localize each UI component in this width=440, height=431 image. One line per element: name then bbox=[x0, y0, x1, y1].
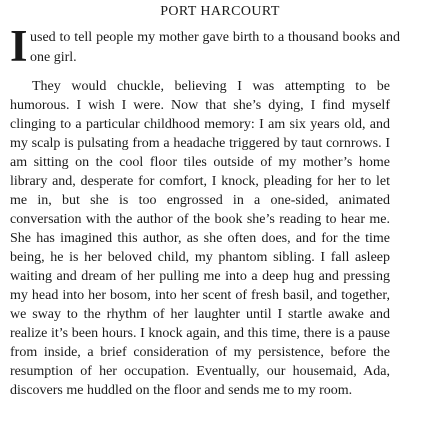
opening-text: used to tell people my mother gave birth to a thousand books and one girl. bbox=[30, 30, 400, 65]
drop-cap: I bbox=[10, 21, 28, 71]
opening-paragraph bbox=[10, 21, 400, 71]
body-paragraph: They would chuckle, believing I was attempting to be humorous. I wish I were. Now that she’s dying, I find myself clinging to a particular childhood memory: I am six years old, and my scalp is pulsating from a headache triggered by taut cornrows. I am sitting on the cool floor tiles outside of my mother’s home library and, desperate for comfort, I knock, pleading for her to let me in, but she is too engrossed in a one-sided, animated conversation with the author of the book she’s reading to hear me. She has imagined this author, as she often does, and for the time being, he is her beloved child, my phantom sibling. I fall asleep waiting and dream of her pulling me into a deep hug and pressing my head into her bosom, into her scent of fresh basil, and together, we sway to the rhythm of her laughter until I startle awake and realize it’s been hours. I knock again, and this time, there is a pause from inside, a brief consideration of my persistence, before the resumption of her occupation. Eventually, our housemaid, Ada, discovers me huddled on the floor and sends me to my room. bbox=[10, 79, 390, 398]
chapter-title: PORT HARCOURT bbox=[160, 4, 280, 19]
